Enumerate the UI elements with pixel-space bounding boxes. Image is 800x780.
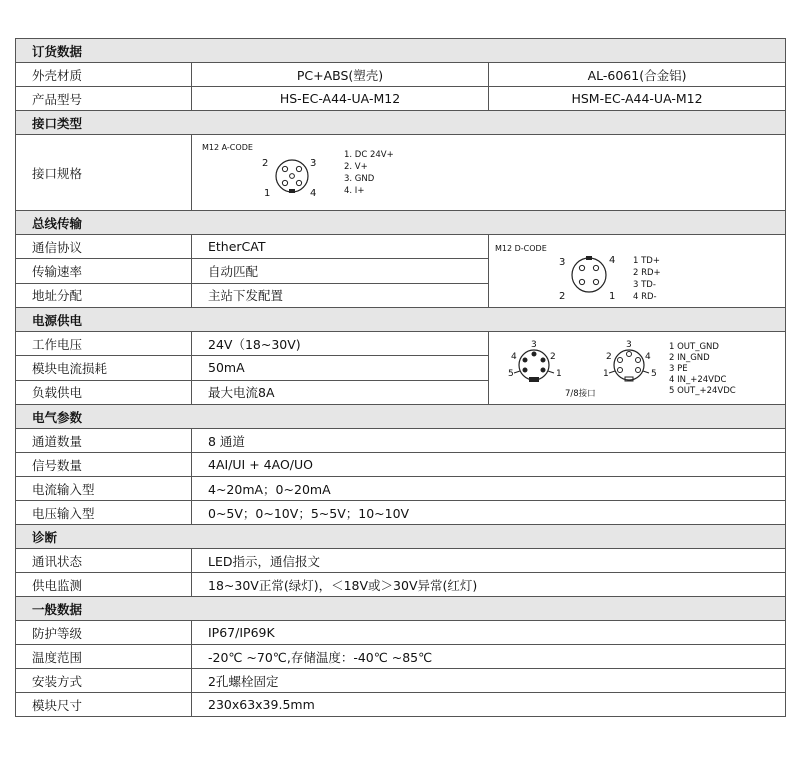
row-label: 接口规格 <box>16 135 192 211</box>
row-value: 主站下发配置 <box>192 283 489 307</box>
row-label: 通道数量 <box>16 429 192 453</box>
pin-hole <box>593 265 598 270</box>
table-row <box>16 332 786 356</box>
table-row <box>16 135 786 211</box>
pin-legend: 2 IN_GND <box>669 353 710 363</box>
pin-hole <box>618 368 623 373</box>
pin-legend: 2. V+ <box>344 161 368 172</box>
row-label: 电流输入型 <box>16 477 192 501</box>
pin-dot <box>523 358 528 363</box>
row-label: 负载供电 <box>16 380 192 404</box>
section-general <box>16 597 786 621</box>
leader-line <box>643 371 649 373</box>
key-notch <box>289 189 295 193</box>
leader-line <box>548 371 554 373</box>
pin-hole <box>618 358 623 363</box>
row-label: 信号数量 <box>16 453 192 477</box>
pin-hole <box>579 279 584 284</box>
pin-number: 1 <box>609 291 616 302</box>
pin-hole <box>636 368 641 373</box>
row-label: 安装方式 <box>16 669 192 693</box>
row-value: 4~20mA；0~20mA <box>192 477 786 501</box>
connector-caption: 7/8接口 <box>565 389 596 399</box>
table-row <box>16 477 786 501</box>
section-electrical <box>16 405 786 429</box>
row-value: -20℃ ~70℃,存储温度：-40℃ ~85℃ <box>192 645 786 669</box>
connector-cell <box>489 332 786 405</box>
connector-code-label: M12 A-CODE <box>202 142 253 152</box>
table-row <box>16 453 786 477</box>
pin-hole <box>282 166 287 171</box>
row-label: 模块尺寸 <box>16 693 192 717</box>
pin-number: 3 <box>626 340 632 350</box>
section-title: 接口类型 <box>16 111 786 135</box>
pin-number: 5 <box>651 369 657 379</box>
row-label: 供电监测 <box>16 573 192 597</box>
connector-code-label: M12 D-CODE <box>495 244 547 253</box>
pin-number: 3 <box>310 157 317 169</box>
section-title: 诊断 <box>16 525 786 549</box>
row-value: 0~5V；0~10V；5~5V；10~10V <box>192 501 786 525</box>
row-value: 230x63x39.5mm <box>192 693 786 717</box>
pin-number: 3 <box>559 257 566 268</box>
section-bus <box>16 211 786 235</box>
pin-number: 4 <box>609 255 616 266</box>
pin-number: 1 <box>556 369 562 379</box>
pin-number: 2 <box>559 291 566 302</box>
table-row <box>16 235 786 259</box>
row-label: 通讯状态 <box>16 549 192 573</box>
pin-number: 1 <box>264 187 271 199</box>
row-value: EtherCAT <box>192 235 489 259</box>
section-title: 电源供电 <box>16 308 786 332</box>
pin-hole <box>290 173 295 178</box>
m12-d-code-diagram <box>489 235 785 307</box>
row-label: 产品型号 <box>16 87 192 111</box>
row-value: 最大电流8A <box>192 380 489 404</box>
row-label: 通信协议 <box>16 235 192 259</box>
spec-table-container <box>15 38 785 717</box>
pin-hole <box>636 358 641 363</box>
table-row <box>16 87 786 111</box>
pin-dot <box>532 352 537 357</box>
row-label: 传输速率 <box>16 259 192 283</box>
section-order <box>16 39 786 63</box>
pin-legend: 1 OUT_GND <box>669 342 719 352</box>
pin-number: 3 <box>531 340 537 350</box>
pin-number: 4 <box>645 352 651 362</box>
table-row <box>16 669 786 693</box>
row-value: 50mA <box>192 356 489 380</box>
row-value: IP67/IP69K <box>192 621 786 645</box>
pin-hole <box>296 166 301 171</box>
pin-number: 4 <box>310 187 317 199</box>
connector-cell <box>489 235 786 308</box>
key-notch <box>586 256 592 260</box>
7-8-connector-diagram <box>489 332 785 404</box>
table-row <box>16 621 786 645</box>
pin-number: 1 <box>603 369 609 379</box>
pin-legend: 2 RD+ <box>633 268 661 278</box>
pin-number: 2 <box>606 352 612 362</box>
pin-dot <box>541 358 546 363</box>
row-value: AL-6061(合金铝) <box>489 63 786 87</box>
section-power <box>16 308 786 332</box>
row-value: 18~30V正常(绿灯)，＜18V或＞30V异常(红灯) <box>192 573 786 597</box>
section-title: 总线传输 <box>16 211 786 235</box>
table-row <box>16 645 786 669</box>
row-value: HS-EC-A44-UA-M12 <box>192 87 489 111</box>
key-notch <box>529 377 539 382</box>
table-row <box>16 501 786 525</box>
row-label: 外壳材质 <box>16 63 192 87</box>
pin-legend: 1. DC 24V+ <box>344 149 394 160</box>
connector-outline <box>614 350 644 380</box>
section-title: 一般数据 <box>16 597 786 621</box>
pin-number: 2 <box>262 157 269 169</box>
row-label: 防护等级 <box>16 621 192 645</box>
pin-legend: 5 OUT_+24VDC <box>669 386 736 396</box>
pin-legend: 4. I+ <box>344 185 365 196</box>
row-label: 电压输入型 <box>16 501 192 525</box>
row-label: 温度范围 <box>16 645 192 669</box>
pin-hole <box>627 352 632 357</box>
pin-hole <box>579 265 584 270</box>
leader-line <box>514 371 520 373</box>
pin-legend: 4 IN_+24VDC <box>669 375 727 385</box>
section-title: 订货数据 <box>16 39 786 63</box>
row-value: PC+ABS(塑壳) <box>192 63 489 87</box>
table-row <box>16 573 786 597</box>
row-label: 模块电流损耗 <box>16 356 192 380</box>
leader-line <box>609 371 615 373</box>
connector-outline <box>276 160 308 192</box>
table-row <box>16 549 786 573</box>
pin-legend: 3 TD- <box>633 280 656 290</box>
row-value: HSM-EC-A44-UA-M12 <box>489 87 786 111</box>
row-value: 4AI/UI + 4AO/UO <box>192 453 786 477</box>
section-diagnostics <box>16 525 786 549</box>
pin-number: 5 <box>508 369 514 379</box>
pin-legend: 3. GND <box>344 173 375 184</box>
table-row <box>16 429 786 453</box>
pin-legend: 4 RD- <box>633 292 657 302</box>
table-row <box>16 693 786 717</box>
pin-number: 2 <box>550 352 556 362</box>
pin-dot <box>541 368 546 373</box>
pin-legend: 1 TD+ <box>633 256 660 266</box>
pin-hole <box>282 180 287 185</box>
pin-hole <box>593 279 598 284</box>
pin-legend: 3 PE <box>669 364 688 374</box>
row-value: 24V（18~30V) <box>192 332 489 356</box>
row-value: 8 通道 <box>192 429 786 453</box>
pin-hole <box>296 180 301 185</box>
row-value: 2孔螺栓固定 <box>192 669 786 693</box>
row-label: 地址分配 <box>16 283 192 307</box>
pin-number: 4 <box>511 352 517 362</box>
table-row <box>16 63 786 87</box>
section-interface <box>16 111 786 135</box>
connector-outline <box>572 258 606 292</box>
m12-a-code-diagram <box>192 136 784 210</box>
connector-cell <box>192 135 786 211</box>
pin-dot <box>523 368 528 373</box>
row-value: 自动匹配 <box>192 259 489 283</box>
section-title: 电气参数 <box>16 405 786 429</box>
row-label: 工作电压 <box>16 332 192 356</box>
spec-table <box>15 38 786 717</box>
row-value: LED指示，通信报文 <box>192 549 786 573</box>
